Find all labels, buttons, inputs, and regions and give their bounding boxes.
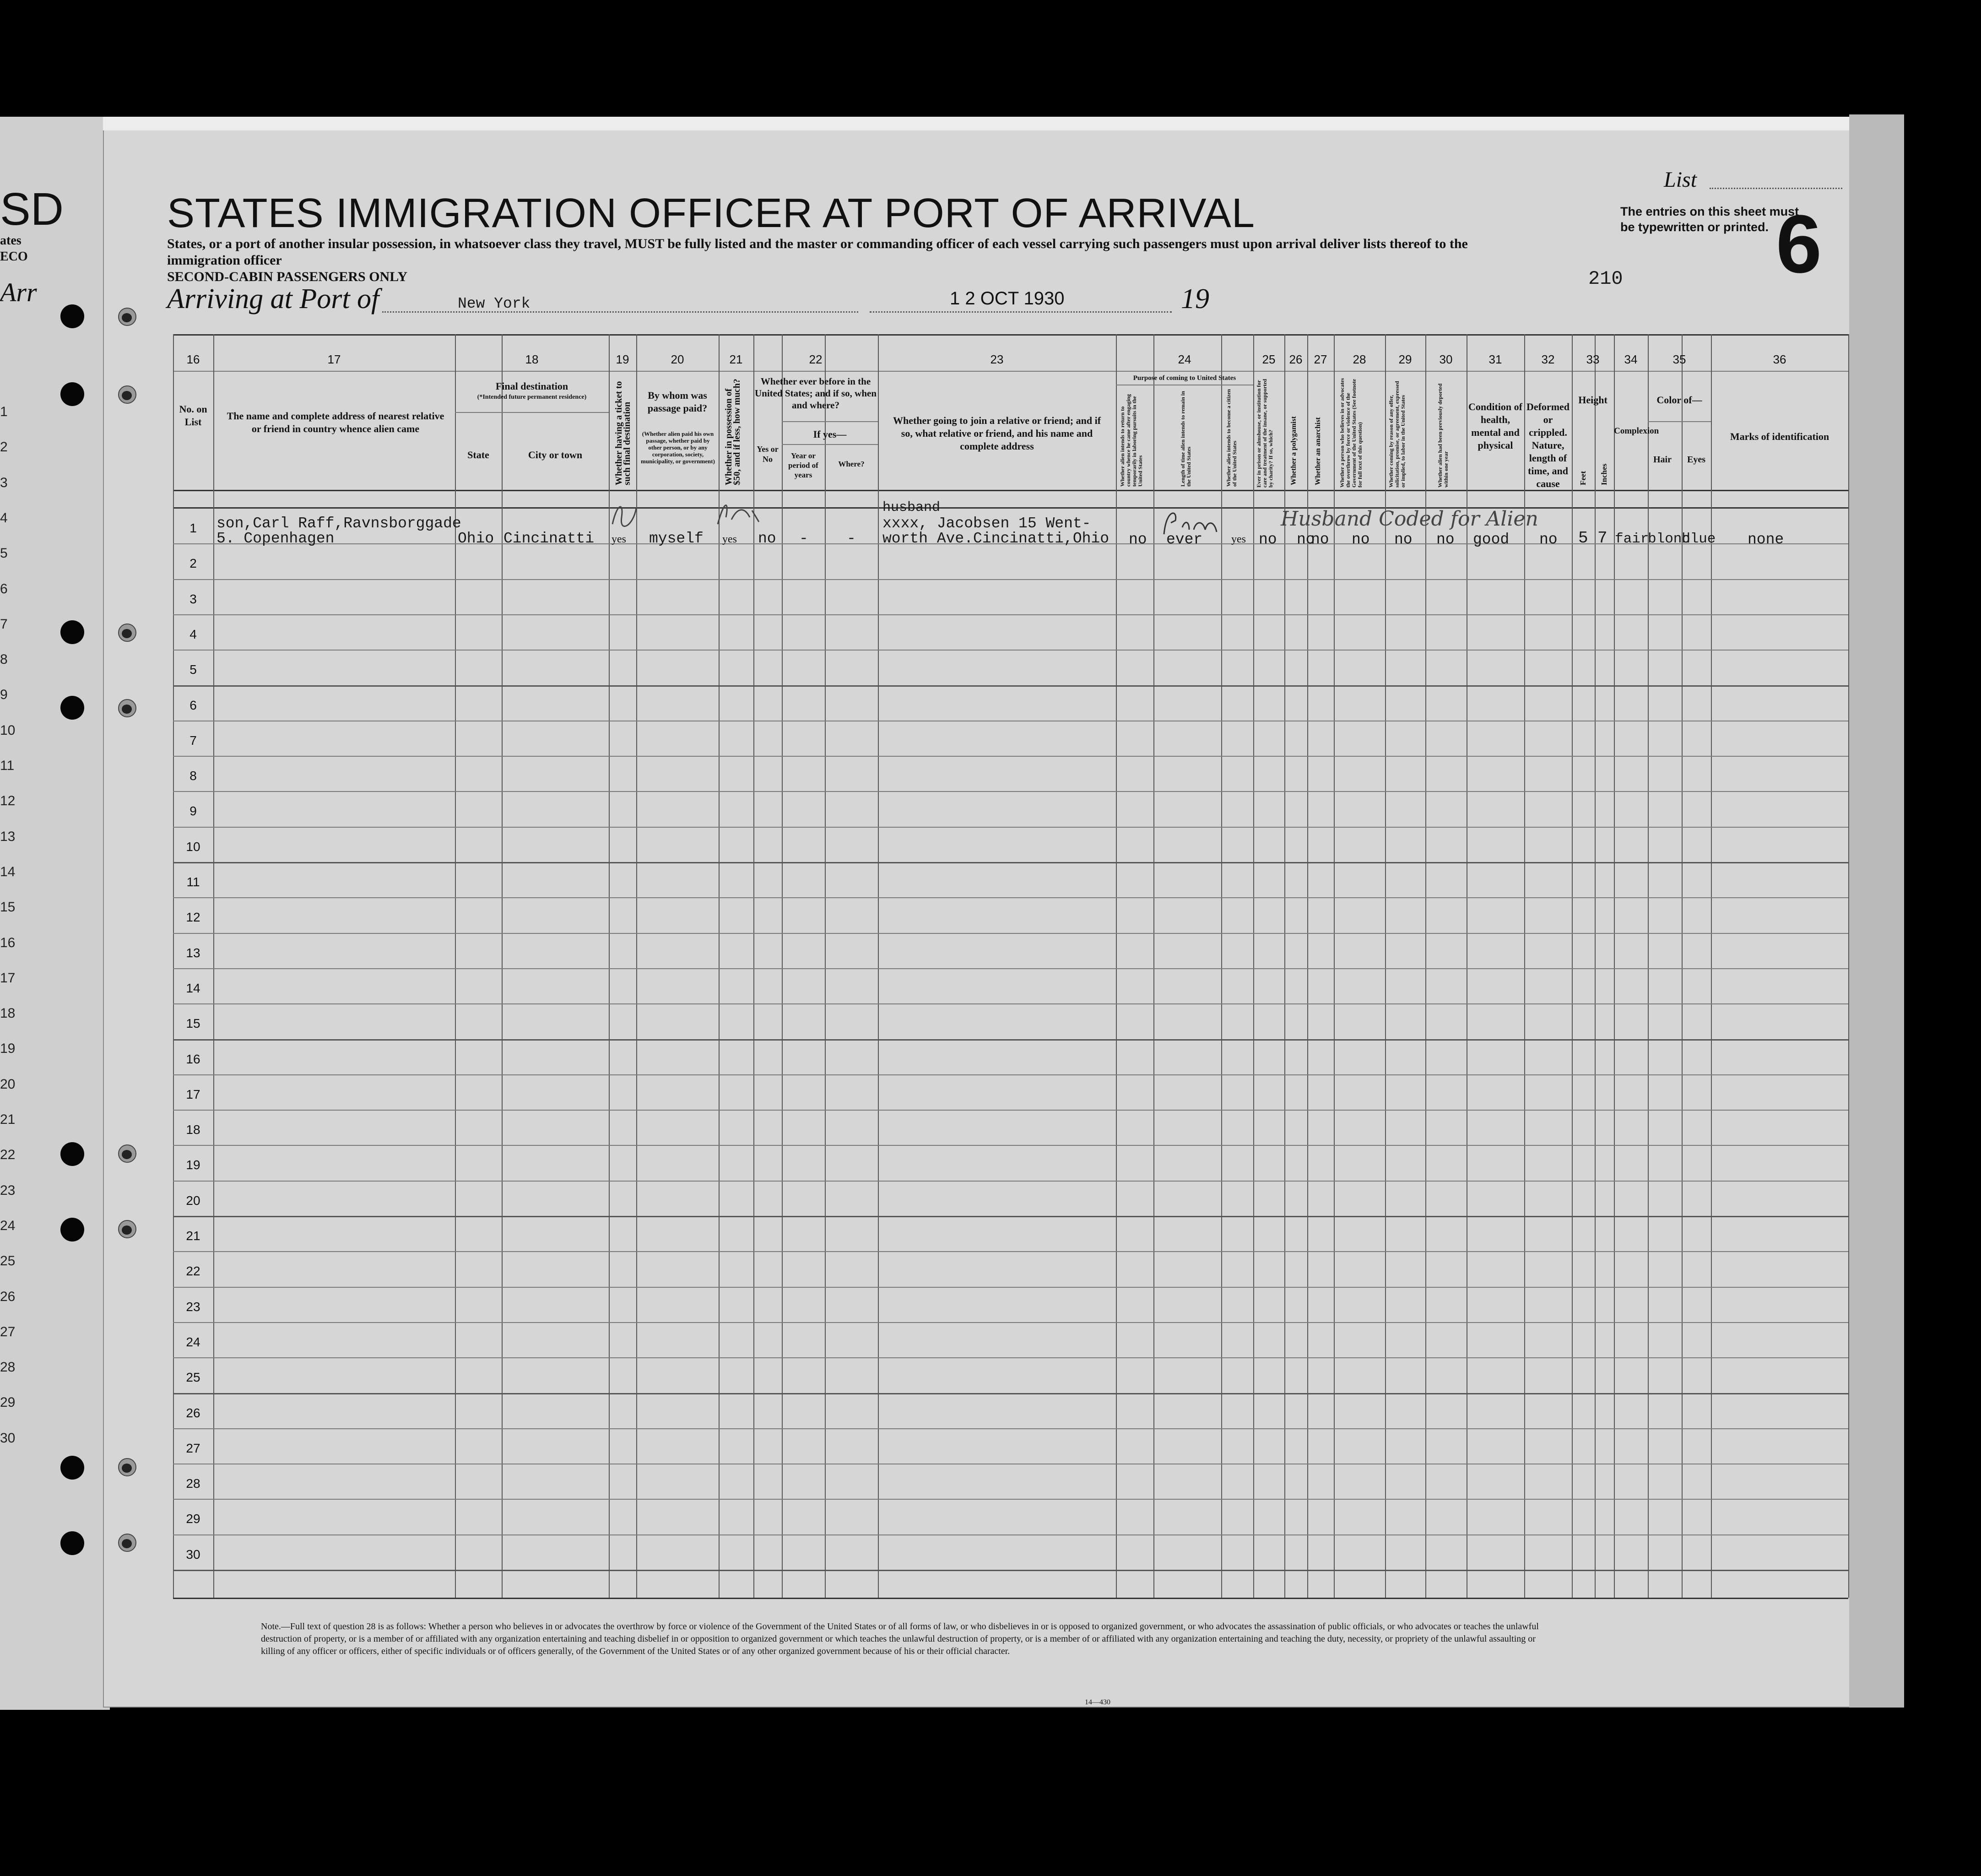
- prev-page-row-number: 19: [0, 1041, 16, 1057]
- length-value: ever: [1166, 531, 1203, 548]
- header-eyes: Eyes: [1687, 455, 1705, 465]
- entries-note-line: be typewritten or printed.: [1620, 220, 1769, 234]
- header-height: Height: [1578, 394, 1608, 406]
- reinforcement-ring: [118, 1220, 136, 1238]
- entries-note-line: The entries on this sheet must: [1620, 205, 1799, 218]
- header-no-on-list: No. on List: [179, 403, 207, 428]
- entries-note: [1620, 204, 1799, 235]
- prev-page-row-number: 24: [0, 1218, 16, 1233]
- deported-value: no: [1436, 531, 1455, 548]
- row-line: [173, 1110, 1848, 1111]
- row-line: [173, 1322, 1848, 1323]
- binder-hole: [60, 696, 84, 720]
- join-relative-line: xxxx, Jacobsen 15 Went-: [882, 515, 1091, 532]
- complexion-value: fair: [1615, 531, 1649, 547]
- page-title: STATES IMMIGRATION OFFICER AT PORT OF ARRIVAL: [167, 190, 1255, 236]
- prev-page-row-number: 1: [0, 404, 8, 419]
- page-right-edge: [1849, 114, 1904, 1708]
- prev-page-row-number: 22: [0, 1147, 16, 1163]
- row-number: 19: [186, 1158, 200, 1172]
- row-line: [173, 791, 1848, 792]
- prev-page-row-number: 25: [0, 1253, 16, 1269]
- row-number: 27: [186, 1441, 200, 1455]
- header-deported: Whether alien had been previously deported within one year: [1437, 383, 1449, 488]
- header-intends-citizen: Whether alien intends to become a citizen of the United States: [1225, 389, 1238, 487]
- offer-value: no: [1394, 531, 1413, 548]
- header-divider: [173, 490, 1848, 491]
- binder-hole: [60, 304, 84, 328]
- prev-page-row-number: 23: [0, 1182, 16, 1198]
- destination-city: Cincinatti: [503, 530, 595, 547]
- intends-return-value: no: [1129, 531, 1147, 548]
- row-number: 8: [189, 769, 197, 783]
- binder-hole: [60, 1531, 84, 1555]
- row-number: 15: [186, 1016, 200, 1031]
- prev-page-fragment: ECO: [0, 249, 28, 264]
- row-line: [173, 650, 1848, 651]
- form-number: 14—430: [1085, 1698, 1110, 1706]
- prev-page-row-number: 11: [0, 758, 15, 773]
- column-line: [878, 334, 879, 1598]
- column-line: [1614, 334, 1615, 1598]
- column-number: 33: [1586, 352, 1600, 366]
- column-number: 21: [729, 352, 743, 366]
- binder-hole: [60, 1142, 84, 1166]
- prev-page-row-number: 8: [0, 652, 8, 667]
- reinforcement-ring: [118, 308, 136, 326]
- row-number: 4: [189, 627, 197, 641]
- prev-page-row-number: 14: [0, 864, 16, 879]
- row-line: [173, 1287, 1848, 1288]
- hair-value: blond: [1648, 531, 1691, 547]
- row-number: 18: [186, 1122, 200, 1137]
- header-intends-return: Whether alien intends to return to country whence he came after engaging temporarily in laboring pursuits in the United States: [1119, 394, 1143, 487]
- row-number: 28: [186, 1476, 200, 1491]
- row-number: 1: [189, 521, 197, 535]
- reinforcement-ring: [118, 1458, 136, 1476]
- column-number: 20: [671, 352, 684, 366]
- row-line: [173, 1534, 1848, 1535]
- manifest-table: [173, 334, 1848, 1598]
- relative-address-line: 5. Copenhagen: [217, 530, 335, 547]
- row-number: 5: [189, 662, 197, 677]
- row-number: 30: [186, 1547, 200, 1562]
- column-number: 27: [1314, 352, 1327, 366]
- money-value: yes: [722, 533, 737, 545]
- header-city: City or town: [528, 449, 583, 461]
- header-divider: [782, 421, 878, 422]
- row-line: [173, 1181, 1848, 1182]
- row-line: [173, 1216, 1848, 1217]
- prev-page-row-number: 7: [0, 616, 8, 632]
- column-number: 32: [1541, 352, 1555, 366]
- polygamist-value: no: [1297, 531, 1315, 548]
- instruction-line: SECOND-CABIN PASSENGERS ONLY: [167, 269, 408, 284]
- header-year: Year or period of years: [788, 451, 818, 479]
- prev-page-fragment: ates: [0, 233, 22, 248]
- header-offer-of-labor: Whether coming by reason of any offer, solicitation, promise, or agreement, expressed or implied, to labor in the United States: [1388, 381, 1406, 488]
- row-line: [173, 897, 1848, 898]
- port-line: [382, 311, 858, 313]
- eyes-value: blue: [1682, 531, 1716, 547]
- height-inches-value: 7: [1597, 529, 1608, 548]
- arriving-label: Arriving at Port of: [167, 283, 379, 314]
- header-prison: Ever in prison or almshouse, or institution for care and treatment of the insane, or supported by charity? If so, which?: [1256, 379, 1274, 488]
- header-deformed: Deformed or crippled. Nature, length of time, and cause: [1526, 401, 1570, 489]
- header-marks: Marks of identification: [1730, 431, 1829, 442]
- year-prefix: 19: [1181, 283, 1209, 314]
- prev-page-row-number: 21: [0, 1112, 16, 1127]
- binder-hole: [60, 620, 84, 644]
- column-number: 18: [525, 352, 539, 366]
- handwritten-mark-icon: [608, 499, 640, 531]
- row-line: [173, 579, 1848, 580]
- prev-page-row-number: 6: [0, 581, 8, 596]
- header-overthrow: Whether a person who believes in or advocates the overthrow by force or violence of the Government of the United States (See footnote for full text of this question): [1339, 378, 1363, 488]
- row-number: 6: [189, 698, 197, 712]
- year-value: -: [799, 530, 808, 547]
- row-number: 3: [189, 591, 197, 606]
- column-number: 16: [186, 352, 200, 366]
- header-feet: Feet: [1579, 471, 1587, 485]
- page-top-edge: [103, 117, 1879, 130]
- header-divider: [782, 444, 878, 445]
- row-number: 29: [186, 1512, 200, 1526]
- header-divider: [455, 412, 609, 413]
- prev-page-row-number: 16: [0, 935, 16, 950]
- column-line: [1595, 426, 1596, 490]
- row-number: 23: [186, 1299, 200, 1314]
- column-number: 34: [1624, 352, 1638, 366]
- header-divider: [173, 507, 1848, 509]
- prev-page-row-number: 20: [0, 1076, 16, 1092]
- prev-page-fragment: SD: [0, 184, 64, 235]
- binder-hole: [60, 1218, 84, 1242]
- column-line: [782, 334, 783, 1598]
- header-passage-paid: By whom was passage paid?: [647, 390, 708, 414]
- header-final-destination: Final destination: [495, 380, 568, 392]
- column-line: [1711, 334, 1712, 1598]
- column-number: 28: [1353, 352, 1366, 366]
- row-line: [173, 862, 1848, 863]
- row-line: [173, 1145, 1848, 1146]
- join-relative-line: worth Ave.Cincinatti,Ohio: [882, 530, 1110, 547]
- row-number: 20: [186, 1193, 200, 1208]
- column-number: 24: [1178, 352, 1191, 366]
- header-where: Where?: [838, 460, 865, 468]
- handwritten-annotation: Husband Coded for Alien: [1281, 507, 1538, 531]
- prev-page-row-number: 26: [0, 1289, 16, 1304]
- port-value: New York: [458, 295, 530, 312]
- row-number: 22: [186, 1264, 200, 1279]
- column-line: [1253, 334, 1254, 1598]
- header-before-in-us: Whether ever before in the United States; and if so, when and where?: [754, 376, 877, 411]
- prev-page-row-number: 17: [0, 970, 16, 986]
- column-number: 29: [1398, 352, 1412, 366]
- prev-page-row-number: 10: [0, 722, 16, 738]
- column-line: [1595, 334, 1596, 1598]
- column-line: [1153, 334, 1154, 1598]
- column-line: [213, 334, 214, 1598]
- header-final-destination-note: (*Intended future permanent residence): [477, 394, 587, 401]
- column-line: [502, 334, 503, 1598]
- paid-by-value: myself: [649, 530, 704, 547]
- page-reference: 210: [1588, 268, 1623, 290]
- health-value: good: [1473, 531, 1510, 548]
- header-fifty-dollars: Whether in possession of $50, and if less, how much?: [724, 379, 742, 485]
- row-line: [173, 1393, 1848, 1394]
- anarchist-value: no: [1311, 531, 1329, 548]
- header-hair: Hair: [1653, 455, 1672, 465]
- header-if-yes: If yes—: [813, 428, 847, 440]
- prev-page-row-number: 18: [0, 1006, 16, 1021]
- header-inches: Inches: [1600, 463, 1608, 485]
- header-anarchist: Whether an anarchist: [1314, 417, 1322, 485]
- row-number: 26: [186, 1405, 200, 1420]
- row-line: [173, 756, 1848, 757]
- header-length-of-stay: Length of time alien intends to remain in the United States: [1180, 391, 1192, 487]
- column-number: 35: [1672, 352, 1686, 366]
- deformed-value: no: [1539, 531, 1558, 548]
- header-join-relative: Whether going to join a relative or friend; and if so, what relative or friend, and his name and complete address: [893, 415, 1101, 452]
- row-number: 14: [186, 981, 200, 995]
- binder-hole: [60, 382, 84, 406]
- column-number: 25: [1262, 352, 1276, 366]
- prev-page-row-number: 29: [0, 1395, 16, 1410]
- row-number: 2: [189, 556, 197, 571]
- row-line: [173, 968, 1848, 969]
- header-polygamist: Whether a polygamist: [1290, 416, 1298, 485]
- row-line: [173, 1003, 1848, 1004]
- column-line: [1572, 334, 1573, 1598]
- prev-page-row-number: 27: [0, 1324, 16, 1339]
- reinforcement-ring: [118, 624, 136, 642]
- column-number: 23: [990, 352, 1004, 366]
- header-color-of: Color of—: [1656, 394, 1702, 406]
- row-number: 16: [186, 1052, 200, 1066]
- column-number: 26: [1289, 352, 1303, 366]
- column-number: 31: [1488, 352, 1502, 366]
- handwritten-mark-icon: [1157, 504, 1221, 537]
- row-line: [173, 933, 1848, 934]
- column-line: [1221, 334, 1222, 1598]
- prev-page-row-number: 13: [0, 829, 16, 844]
- marks-value: none: [1748, 531, 1784, 548]
- row-line: [173, 1039, 1848, 1041]
- row-line: [173, 685, 1848, 687]
- prev-page-fragment: Arr: [0, 277, 37, 307]
- handwritten-mark-icon: [713, 497, 763, 531]
- header-complexion: Complexion: [1614, 426, 1659, 436]
- reinforcement-ring: [118, 385, 136, 404]
- header-yes-no: Yes or No: [757, 445, 779, 464]
- row-number: 13: [186, 945, 200, 960]
- height-feet-value: 5: [1578, 529, 1588, 548]
- reinforcement-ring: [118, 1144, 136, 1163]
- header-state: State: [467, 449, 489, 461]
- prev-page-row-number: 15: [0, 900, 16, 915]
- prev-page-row-number: 2: [0, 439, 8, 455]
- reinforcement-ring: [118, 699, 136, 717]
- row-number: 24: [186, 1334, 200, 1349]
- header-passage-paid-note: (Whether alien paid his own passage, whether paid by other person, or by any corporation, society, municipality, or government): [641, 430, 715, 465]
- list-line: [1710, 188, 1842, 189]
- row-number: 10: [186, 839, 200, 854]
- table-border: [173, 334, 1848, 336]
- column-line: [1682, 334, 1683, 1598]
- join-relative-line: husband: [882, 500, 941, 515]
- before-in-us-value: no: [758, 530, 776, 547]
- header-ticket: Whether having a ticket to such final destination: [614, 381, 632, 485]
- header-divider: [1648, 421, 1711, 422]
- column-line: [825, 334, 826, 1598]
- reinforcement-ring: [118, 1534, 136, 1552]
- row-line: [173, 827, 1848, 828]
- header-divider: [173, 371, 1848, 372]
- row-number: 7: [189, 733, 197, 748]
- column-number: 17: [327, 352, 341, 366]
- row-number: 12: [186, 910, 200, 925]
- row-number: 17: [186, 1087, 200, 1101]
- column-line: [1648, 334, 1649, 1598]
- list-label: List: [1664, 168, 1697, 192]
- row-line: [173, 1251, 1848, 1252]
- table-border: [173, 1598, 1848, 1599]
- column-number: 30: [1439, 352, 1453, 366]
- header-health: Condition of health, mental and physical: [1468, 401, 1522, 451]
- prev-page-row-number: 4: [0, 510, 8, 526]
- row-number: 9: [189, 804, 197, 819]
- row-line: [173, 1570, 1848, 1571]
- column-number: 19: [616, 352, 629, 366]
- destination-state: Ohio: [458, 530, 494, 547]
- date-stamp: 1 2 OCT 1930: [950, 288, 1065, 309]
- row-line: [173, 1428, 1848, 1429]
- where-value: -: [847, 530, 856, 547]
- instructions: [167, 236, 1540, 285]
- binder-hole: [60, 1456, 84, 1480]
- row-line: [173, 1357, 1848, 1358]
- overthrow-value: no: [1352, 531, 1370, 548]
- row-number: 21: [186, 1229, 200, 1243]
- date-line: [870, 311, 1172, 313]
- prev-page-row-number: 9: [0, 687, 8, 703]
- instruction-line: States, or a port of another insular possession, in whatsoever class they travel, MUST be fully listed and the master or commanding officer of each vessel carrying such passengers must upon arrival deliver lists thereof to the immigration officer: [167, 236, 1468, 268]
- column-number: 22: [809, 352, 823, 366]
- list-number: 6: [1776, 198, 1822, 290]
- prev-page-row-number: 30: [0, 1430, 16, 1446]
- ticket-value: yes: [612, 533, 626, 545]
- prev-page-row-number: 3: [0, 475, 8, 490]
- relative-address-line: son,Carl Raff,Ravnsborggade: [217, 515, 461, 532]
- prev-page-row-number: 12: [0, 793, 16, 809]
- column-number: 36: [1773, 352, 1786, 366]
- row-line: [173, 614, 1848, 615]
- prison-value: no: [1259, 531, 1277, 548]
- row-number: 25: [186, 1370, 200, 1385]
- footnote: Note.—Full text of question 28 is as follows: Whether a person who believes in or advocates the overthrow by force or violence of the Government of the United States or of all forms of law, or who disbelieves in or is opposed to organized government, or who advocates the assassination of public officials, or who advocates or teaches the unlawful destruction of property, or is a member of or affiliated with any organization entertaining and teaching disbelief in or opposition to organized government or which teaches the unlawful destruction of property, or is a member of or affiliated with any organization entertaining and teaching the duty, necessity, or propriety of the unlawful assaulting or killing of any officer or officers, either of specific individuals or of officers generally, of the Government of the United States or of any other organized government because of his or their official character.: [261, 1621, 1539, 1656]
- header-purpose: Purpose of coming to United States: [1133, 374, 1236, 382]
- header-relative: The name and complete address of nearest relative or friend in country whence alien came: [227, 410, 444, 434]
- row-line: [173, 1074, 1848, 1075]
- prev-page-row-number: 5: [0, 546, 8, 561]
- citizen-value: yes: [1231, 533, 1246, 545]
- column-line: [1116, 334, 1117, 1598]
- prev-page-row-number: 28: [0, 1360, 16, 1375]
- column-line: [1848, 334, 1849, 1598]
- previous-page-edge: [0, 117, 110, 1710]
- row-number: 11: [186, 875, 200, 889]
- row-line: [173, 1499, 1848, 1500]
